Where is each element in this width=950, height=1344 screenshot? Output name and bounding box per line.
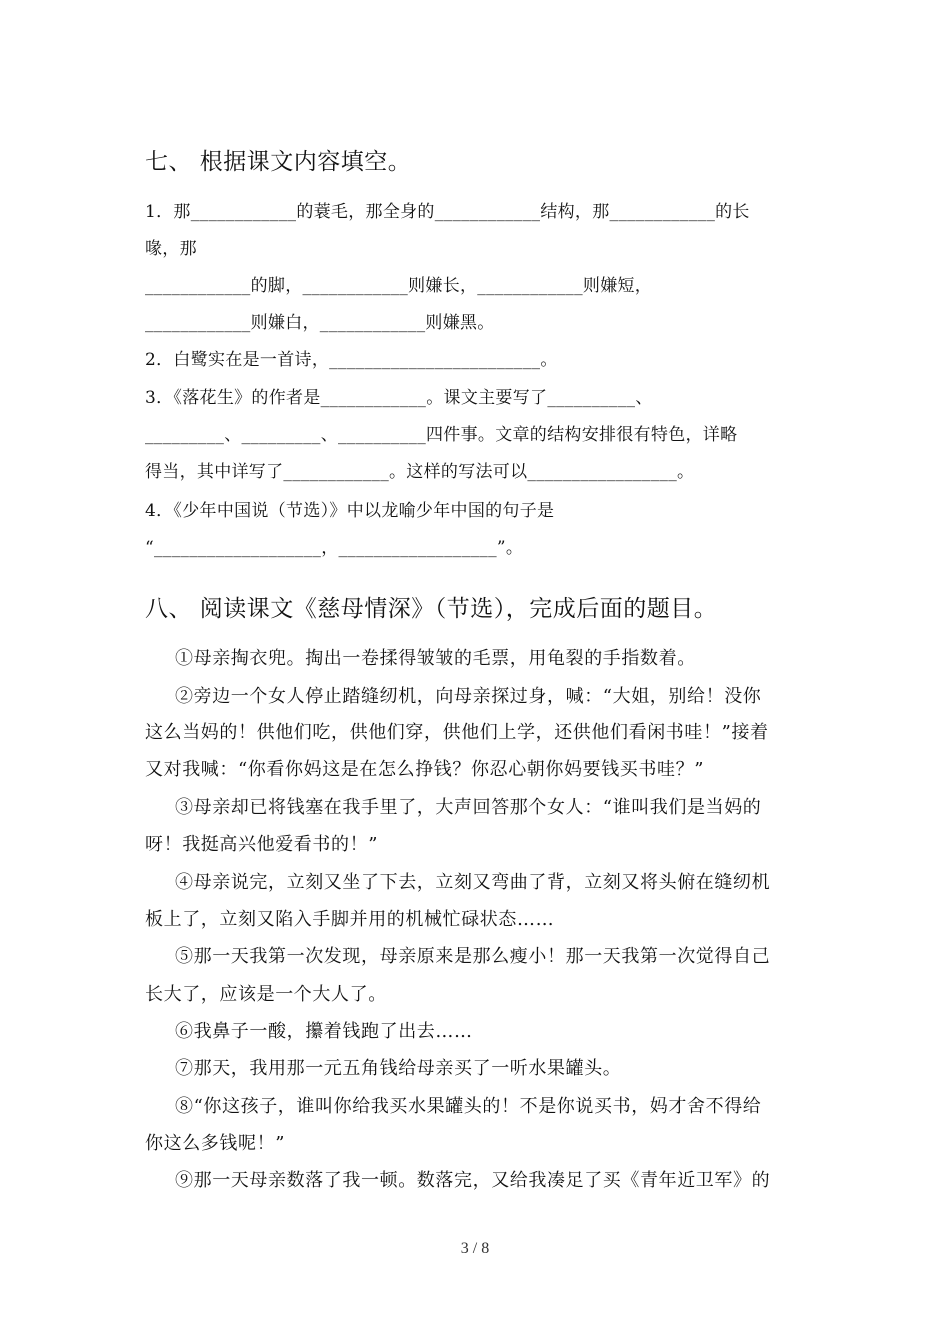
passage-line-8: 板上了，立刻又陷入手脚并用的机械忙碌状态…… bbox=[145, 909, 555, 930]
section-7-line-3: ____________的脚，____________则嫌长，____________则嫌短， bbox=[145, 276, 653, 296]
section-7-line-9: 4．《少年中国说（节选）》中以龙喻少年中国的句子是 bbox=[145, 501, 555, 521]
passage-line-3: 这么当妈的！供他们吃，供他们穿，供他们上学，还供他们看闲书哇！”接着 bbox=[145, 722, 769, 743]
passage-line-4: 又对我喊：“你看你妈这是在怎么挣钱？你忍心朝你妈要钱买书哇？” bbox=[145, 759, 705, 780]
section-7-line-5: 2．白鹭实在是一首诗，________________________。 bbox=[145, 350, 558, 370]
section-7-line-7: _________、_________、__________四件事。文章的结构安排很有特色，详略 bbox=[145, 425, 738, 445]
passage-line-15: ⑨那一天母亲数落了我一顿。数落完，又给我凑足了买《青年近卫军》的 bbox=[175, 1170, 771, 1191]
section-7-line-8: 得当，其中详写了____________。这样的写法可以_________________。 bbox=[145, 462, 695, 482]
section-7-line-4: ____________则嫌白，____________则嫌黑。 bbox=[145, 313, 495, 333]
page-number: 3 / 8 bbox=[460, 1240, 490, 1257]
section-7-line-1: 1．那____________的蓑毛，那全身的____________结构，那____________的长 bbox=[145, 202, 750, 222]
passage-line-13: ⑧“你这孩子，谁叫你给我买水果罐头的！不是你说买书，妈才舍不得给 bbox=[175, 1096, 762, 1117]
section-7-heading: 七、 根据课文内容填空。 bbox=[145, 149, 412, 175]
section-7-line-10: “___________________，__________________”。 bbox=[145, 538, 524, 558]
passage-line-9: ⑤那一天我第一次发现，母亲原来是那么瘦小！那一天我第一次觉得自己 bbox=[175, 946, 771, 967]
passage-line-10: 长大了，应该是一个大人了。 bbox=[145, 984, 387, 1005]
passage-line-2: ②旁边一个女人停止踏缝纫机，向母亲探过身，喊：“大姐，别给！没你 bbox=[175, 686, 762, 707]
passage-line-11: ⑥我鼻子一酸，攥着钱跑了出去…… bbox=[175, 1021, 473, 1042]
passage-line-6: 呀！我挺高兴他爱看书的！” bbox=[145, 834, 379, 855]
passage-line-14: 你这么多钱呢！” bbox=[145, 1133, 286, 1154]
passage-line-1: ①母亲掏衣兜。掏出一卷揉得皱皱的毛票，用龟裂的手指数着。 bbox=[175, 648, 696, 669]
passage-line-5: ③母亲却已将钱塞在我手里了，大声回答那个女人：“谁叫我们是当妈的 bbox=[175, 797, 762, 818]
section-7-line-2: 喙，那 bbox=[145, 239, 197, 259]
passage-line-7: ④母亲说完，立刻又坐了下去，立刻又弯曲了背，立刻又将头俯在缝纫机 bbox=[175, 872, 771, 893]
section-7-line-6: 3．《落花生》的作者是____________。课文主要写了__________、 bbox=[145, 388, 653, 408]
section-8-heading: 八、 阅读课文《慈母情深》（节选），完成后面的题目。 bbox=[145, 596, 718, 622]
passage-line-12: ⑦那天，我用那一元五角钱给母亲买了一听水果罐头。 bbox=[175, 1058, 622, 1079]
